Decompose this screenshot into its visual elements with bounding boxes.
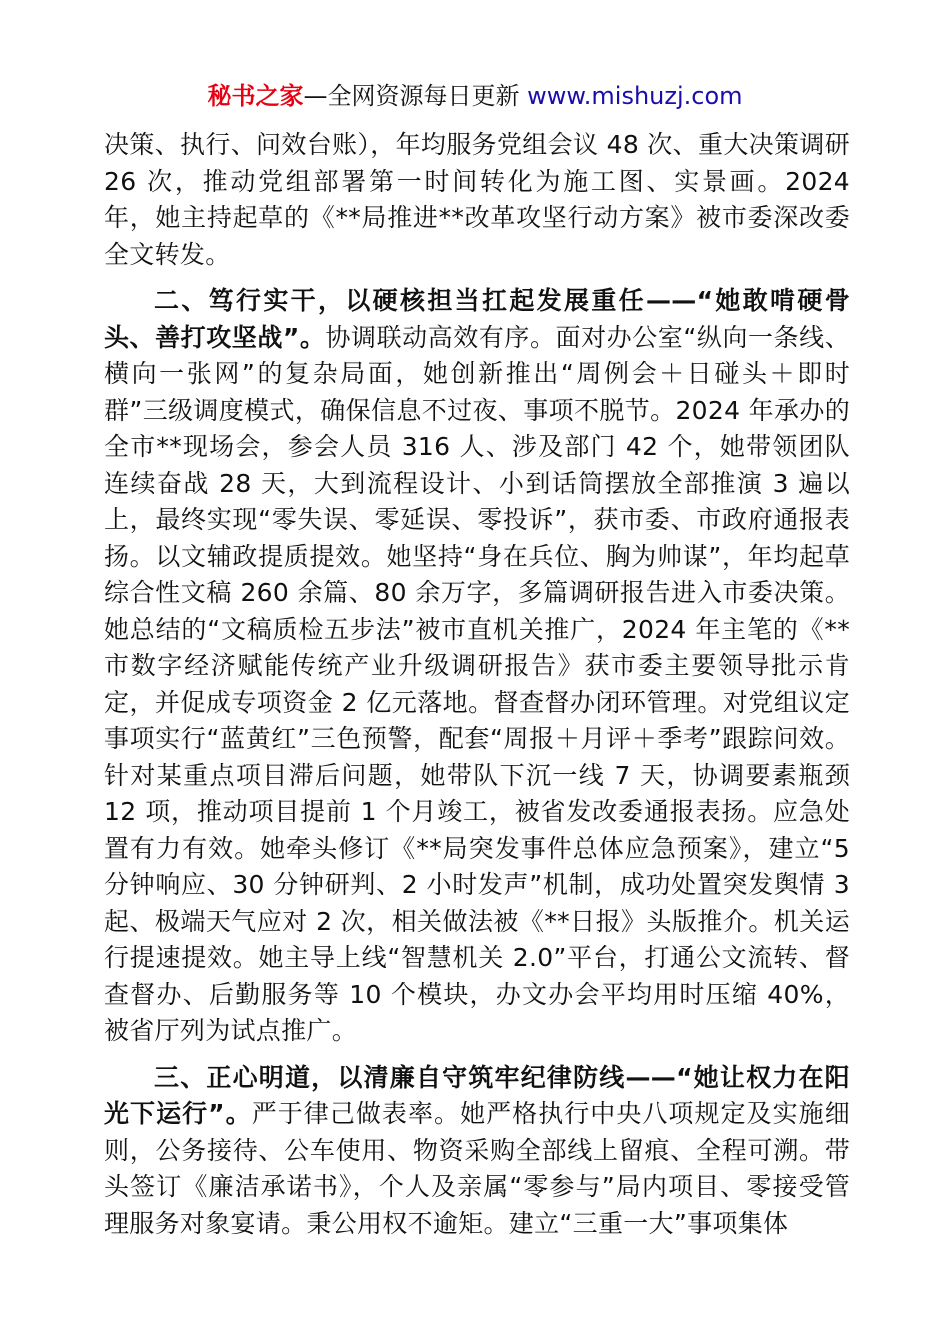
document-body: [104, 127, 850, 1252]
section-three-heading: 三、正心明道，以清廉自守筑牢纪律防线——“她让权力在阳光下运行”。: [104, 1062, 850, 1128]
site-header: [0, 78, 950, 114]
section-two-text: 协调联动高效有序。面对办公室“纵向一条线、横向一张网”的复杂局面，她创新推出“周例会＋日碰头＋即时群”三级调度模式，确保信息不过夜、事项不脱节。2024 年承办的全市**现场会，参会人员 316 人、涉及部门 42 个，她带领团队连续奋战 28 天，大到流程设计、小到话筒摆放全部推演 3 遍以上，最终实现“零失误、零延误、零投诉”，获市委、市政府通报表扬。以文辅政提质提效。她坚持“身在兵位、胸为帅谋”，年均起草综合性文稿 260 余篇、80 余万字，多篇调研报告进入市委决策。她总结的“文稿质检五步法”被市直机关推广，2024 年主笔的《**市数字经济赋能传统产业升级调研报告》获市委主要领导批示肯定，并促成专项资金 2 亿元落地。督查督办闭环管理。对党组议定事项实行“蓝黄红”三色预警，配套“周报＋月评＋季考”跟踪问效。针对某重点项目滞后问题，她带队下沉一线 7 天，协调要素瓶颈 12 项，推动项目提前 1 个月竣工，被省发改委通报表扬。应急处置有力有效。她牵头修订《**局突发事件总体应急预案》，建立“5 分钟响应、30 分钟研判、2 小时发声”机制，成功处置突发舆情 3 起、极端天气应对 2 次，相关做法被《**日报》头版推介。机关运行提速提效。她主导上线“智慧机关 2.0”平台，打通公文流转、督查督办、后勤服务等 10 个模块，办文办会平均用时压缩 40%，被省厅列为试点推广。: [104, 322, 850, 1045]
section-two-paragraph: [104, 283, 850, 1050]
paragraph-text: 决策、执行、问效台账），年均服务党组会议 48 次、重大决策调研 26 次，推动党组部署第一时间转化为施工图、实景画。2024 年，她主持起草的《**局推进**改革攻坚行动方案》被市委深改委全文转发。: [104, 130, 850, 269]
site-tagline: —全网资源每日更新: [303, 82, 528, 110]
site-url-link[interactable]: www.mishuzj.com: [527, 82, 743, 110]
section-two-heading: 二、笃行实干，以硬核担当扛起发展重任——“她敢啃硬骨头、善打攻坚战”。: [104, 286, 850, 352]
section-three-paragraph: [104, 1060, 850, 1243]
site-name: 秘书之家: [207, 82, 304, 110]
paragraph-continuation: [104, 127, 850, 273]
section-three-text: 严于律己做表率。她严格执行中央八项规定及实施细则，公务接待、公车使用、物资采购全部线上留痕、全程可溯。带头签订《廉洁承诺书》，个人及亲属“零参与”局内项目、零接受管理服务对象宴请。秉公用权不逾矩。建立“三重一大”事项集体: [104, 1099, 850, 1238]
